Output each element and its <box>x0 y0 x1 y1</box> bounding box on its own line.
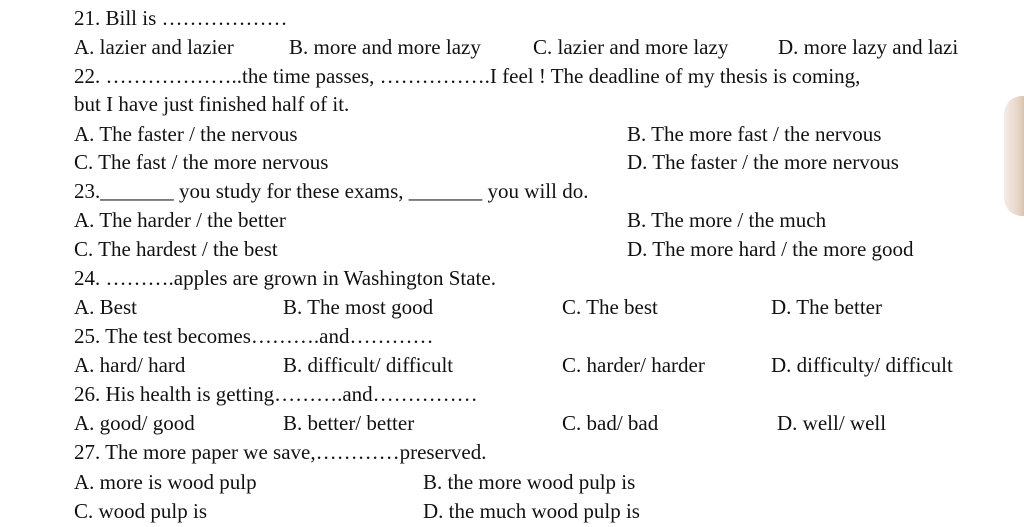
option-27-d[interactable]: D. the much wood pulp is <box>423 499 640 523</box>
option-24-a[interactable]: A. Best <box>74 295 137 319</box>
option-22-d[interactable]: D. The faster / the more nervous <box>627 150 899 174</box>
question-23-stem: 23._______ you study for these exams, _______ you will do. <box>74 179 589 203</box>
question-25-stem: 25. The test becomes……….and………… <box>74 324 434 348</box>
option-22-b[interactable]: B. The more fast / the nervous <box>627 122 882 146</box>
option-21-d[interactable]: D. more lazy and lazi <box>778 35 959 59</box>
option-26-b[interactable]: B. better/ better <box>283 411 415 435</box>
option-24-c[interactable]: C. The best <box>562 295 658 319</box>
option-21-b[interactable]: B. more and more lazy <box>289 35 481 59</box>
option-22-a[interactable]: A. The faster / the nervous <box>74 122 298 146</box>
option-21-a[interactable]: A. lazier and lazier <box>74 35 234 59</box>
option-27-c[interactable]: C. wood pulp is <box>74 499 208 523</box>
option-24-d[interactable]: D. The better <box>771 295 882 319</box>
question-22-stem-cont: but I have just finished half of it. <box>74 92 350 116</box>
question-21-stem: 21. Bill is ……………… <box>74 6 288 30</box>
option-27-a[interactable]: A. more is wood pulp <box>74 470 257 494</box>
option-27-b[interactable]: B. the more wood pulp is <box>423 470 636 494</box>
option-25-d[interactable]: D. difficulty/ difficult <box>771 353 953 377</box>
option-26-d[interactable]: D. well/ well <box>777 411 887 435</box>
option-25-b[interactable]: B. difficult/ difficult <box>283 353 454 377</box>
question-27-stem: 27. The more paper we save,…………preserved. <box>74 440 487 464</box>
option-23-d[interactable]: D. The more hard / the more good <box>627 237 914 261</box>
option-23-b[interactable]: B. The more / the much <box>627 208 827 232</box>
photo-edge <box>1004 96 1024 216</box>
option-21-c[interactable]: C. lazier and more lazy <box>533 35 729 59</box>
option-22-c[interactable]: C. The fast / the more nervous <box>74 150 329 174</box>
option-25-a[interactable]: A. hard/ hard <box>74 353 186 377</box>
question-26-stem: 26. His health is getting……….and…………… <box>74 382 478 406</box>
option-26-a[interactable]: A. good/ good <box>74 411 195 435</box>
option-26-c[interactable]: C. bad/ bad <box>562 411 659 435</box>
question-24-stem: 24. ……….apples are grown in Washington State. <box>74 266 496 290</box>
question-22-stem: 22. ………………..the time passes, …………….I feel ! The deadline of my thesis is coming, <box>74 64 861 88</box>
option-23-c[interactable]: C. The hardest / the best <box>74 237 278 261</box>
option-23-a[interactable]: A. The harder / the better <box>74 208 286 232</box>
option-24-b[interactable]: B. The most good <box>283 295 434 319</box>
option-25-c[interactable]: C. harder/ harder <box>562 353 705 377</box>
